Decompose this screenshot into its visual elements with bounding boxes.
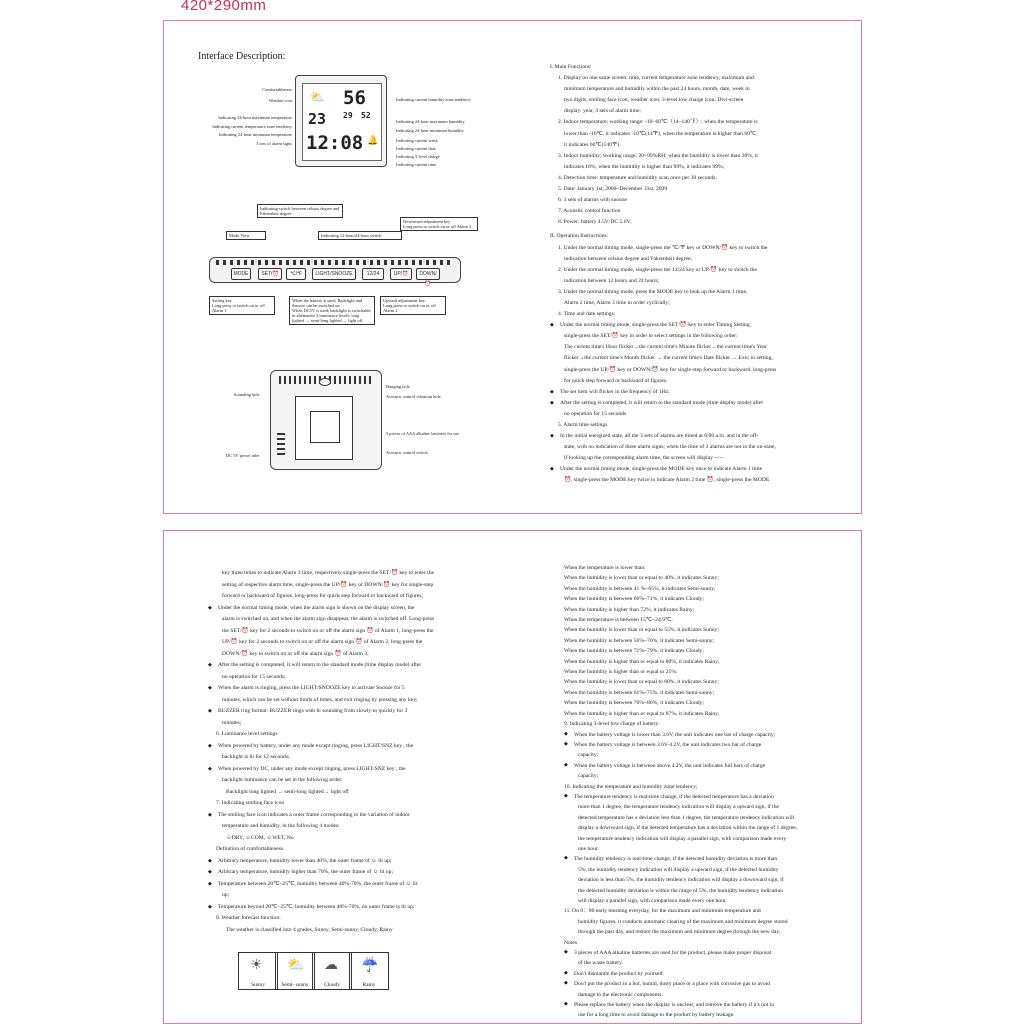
text-line: DOWN/⏰ key to switch on or off the alarm sign ⏰ of Alarm 3;: [222, 650, 369, 657]
text-line: minutes;: [222, 719, 242, 726]
device-back: [270, 370, 382, 470]
text-line: indication between 12 hours and 24 hours;: [564, 277, 660, 284]
text-line: deviation is less than 5%, the humidity tendency indication will display a downward sign, if: [578, 877, 784, 884]
time-reading: 12:08: [306, 132, 364, 154]
text-line: ◆ When powered by DC, under any mode except ringing, press LIGHT/SNZ key , the: [208, 764, 508, 776]
text-line: Notes: [564, 939, 578, 946]
text-line: of the waste battery.: [578, 960, 623, 967]
text-line: it indicates 60℃(140℉).: [564, 141, 621, 148]
text-line: one hour.: [578, 845, 599, 852]
callout-backlight: When the battery is used, Backlight and Snooze can be switched on When DC5V is used, backlight is switchable in alternative 3 luminance levels: long lighted → semi-long lighted → light off: [289, 296, 375, 325]
weather-icons-table: [238, 952, 390, 989]
text-line: 4. Detection time: temperature and humidity scan once per 30 seconds;: [558, 174, 717, 181]
text-line: ◆ Temperature between 20℃~25℃, humidity between 40%-70%, the outer frame of ☺ lit: [208, 879, 508, 891]
text-line: ◆ When powered by battery, under any mode except ringing, press LIGHT/SNZ key , the: [208, 741, 508, 753]
cf-button[interactable]: ℃/℉: [286, 268, 306, 280]
callout-mode-view: Mode View: [226, 231, 266, 240]
minmax-b: 52: [361, 111, 371, 120]
callout-time: Indicating current time: [396, 162, 437, 167]
callout-max-temp: Indicating 24-hour maximum temperature: [218, 115, 292, 120]
text-line: forward or backward of figures, long-press for quick step forward or backward of figures;: [222, 593, 423, 599]
text-line: ◆ When the battery voltage is between 3.6V-4.2V, the unit indicates two bar of charge: [564, 740, 854, 750]
text-line: ◆ Under the normal timing mode, when the alarm sign is shown on the display screen, the: [208, 603, 508, 615]
callout-cf-switch: Indicating switch between celsius degree and Fahrenheit degree: [257, 204, 343, 218]
text-line: ◆ Under the normal timing mode, single-press the SET/⏰ key to enter Timing Setting,: [550, 320, 850, 331]
text-line: The current time's Hour flicker→the current time's Minute flicker→the current time's Year: [564, 344, 767, 351]
text-line: When the humidity is between 56%~70%, it indicates Semi-sunny;: [564, 637, 715, 644]
callout-alarm-signs: 3 sets of alarm signs: [256, 141, 292, 146]
weather-icon: ⛅: [310, 90, 325, 104]
text-line: minimum temperature and humidity within the past 24 hours, month, date, week in: [564, 86, 750, 93]
text-line: up;: [222, 892, 230, 898]
text-line: will display a parallel sign, with comparison made every one hour.: [578, 898, 727, 904]
text-line: the SET/⏰ key for 2 seconds to switch on or off the alarm sign ⏰ of Alarm 1, long-press the: [222, 627, 434, 634]
text-line: capacity;: [578, 773, 599, 780]
text-line: display a downward sign, if the detected temperature has a deviation within the range of 1 degree,: [578, 825, 798, 832]
lcd-device: [295, 75, 387, 167]
callout-temp-tendency: Indicating current temperature zone tendency: [212, 124, 292, 129]
minmax-a: 29: [343, 111, 353, 120]
callout-comfort: Comfortableness: [262, 87, 292, 92]
text-line: When the humidity is between 41 %~65%, it indicates Semi-sunny;: [564, 585, 716, 592]
text-line: ◆ The humidity tendency is real-time change, if the detected humidity deviation is more than: [564, 854, 854, 864]
text-line: When the humidity is between 71%~79%, it indicates Cloudy;: [564, 648, 704, 655]
text-line: for quick step forward or backward of figures.: [564, 377, 668, 384]
text-line: 6. Luminance level settings: [216, 731, 278, 737]
text-line: 6. 3 sets of alarms with snooze: [558, 197, 627, 204]
text-line: The weather is classified into 4 grades, Sunny, Semi-sunny, Cloudy, Rainy: [226, 926, 393, 933]
label-vibration-hole: Acoustic control vibration hole: [386, 394, 441, 399]
side-vent-left: [277, 431, 285, 455]
text-line: When the humidity is between 76%~86%, it indicates Cloudy;: [564, 700, 704, 707]
callout-charge: Indicating 3-level charge: [396, 154, 440, 159]
text-line: 2. Indoor temperature; working range: -10~60℃（14~140℉）; when the temperature is: [558, 119, 758, 126]
text-line: When the humidity is higher than or equal to 87%, it indicates Rainy;: [564, 710, 720, 717]
callout-up-key: Upward adjustment key Long press to switch on or off Alarm 2: [380, 296, 446, 315]
text-line: When the humidity is between 61%~75%, it indicates Semi-sunny;: [564, 689, 715, 696]
text-line: two digits, smiling face icon, weather icon, 3-level low charge icon; Divi-screen: [564, 97, 744, 104]
text-line: minutes, which can be set without limits of times, and exit ringing by pressing any key;: [222, 696, 418, 703]
text-line: display: year, 3 sets of alarm time;: [564, 108, 641, 115]
main-functions-column: [550, 59, 850, 487]
callout-date: Indicating current date: [396, 146, 436, 151]
text-line: ⏰, single-press the MODE key twice to indicate Alarm 2 time ⏰, single-press the MODE: [564, 477, 770, 484]
text-line: flicker→the current time's Month flicker → the current time's Date flicker → Exit; in setting,: [564, 355, 773, 362]
text-line: 7. Indicating smiling face icon: [216, 800, 285, 806]
text-line: Backlight long lighted → semi-long lighted→ light off: [226, 788, 349, 795]
text-line: 1. Display on one same screen: time, current temperature zone tendency, maximum and: [558, 75, 754, 82]
text-line: When the humidity is higher than or equal to 25%:: [564, 669, 678, 676]
size-label: 420*290mm: [181, 0, 267, 14]
interface-title: Interface Description:: [198, 51, 286, 62]
text-line: 1. Under the normal timing mode, single-press the ℃/℉ key or DOWN/⏰ key to switch the: [558, 244, 768, 251]
callout-setting-key: Setting key Long press to switch on or off Alarm 1: [209, 296, 275, 315]
weather-sunny: ☀ Sunny: [238, 952, 278, 990]
text-line: 5%, the humidity tendency indication will display a upward sign, if the detected humidity: [578, 866, 779, 873]
text-line: more than 1 degree, the temperature tendency indication will display a upward sign, if the: [578, 804, 779, 811]
text-line: ◆ 3 pieces of AAA alkaline batteries are used for the product, please make proper disposal: [564, 948, 854, 958]
text-line: humidity figures, it conducts automatic clearing of the maximum and minimum degree stored: [578, 918, 788, 925]
text-line: ◆ After the setting is completed, it will return to the standard mode (time display mode) after: [550, 398, 850, 409]
text-line: When the temperature is lower than:: [564, 565, 646, 571]
text-line: ◆ BUZZER ring format: BUZZER rings with bi sounding from slowly to quickly for 3: [208, 706, 508, 718]
text-line: no operation for 15 seconds;: [222, 673, 286, 680]
set-button[interactable]: SET/⏰: [258, 268, 282, 280]
text-line: single-press the SET/⏰ key in order to select settings in the following order:: [564, 333, 738, 340]
text-line: 3. Indoor humidity; working range: 20~99%RH; when the humidity is lower than 20%, it: [558, 152, 758, 159]
text-line: 11. On 0：00 early morning everyday, for the maximum and minimum temperature and: [564, 908, 761, 915]
temperature-reading: 23: [308, 110, 327, 128]
text-line: through the past day, and restore the maximum and minimum degree through the new day;: [578, 929, 781, 936]
text-line: ◆ When the battery voltage is between above 4.2V, the unit indicates full bars of charge: [564, 761, 854, 771]
text-line: When the humidity is higher than 72%, it indicates Rainy;: [564, 606, 695, 613]
text-line: Definition of comfortableness: [216, 846, 284, 852]
callout-down-key: Downward adjustment key Long press to switch on or off Alarm 3: [400, 217, 478, 231]
text-line: capacity;: [578, 752, 599, 759]
text-line: ◆ Arbitrary temperature, humidity higher than 70%, the outer frame of ☺ lit up;: [208, 867, 508, 879]
weather-rainy: ☔ Rainy: [349, 952, 389, 990]
text-line: detected temperature has a deviation less than 1 degree, the temperature tendency indication will: [578, 814, 795, 821]
text-line: alarm is switched on, and when the alarm sign disappear, the alarm is switched off. Long-press: [222, 616, 435, 622]
operation-column-left: [208, 568, 508, 936]
alarm-bell-icon: 🔔: [367, 136, 379, 146]
text-line: 8. Power: battery 4.5V/DC 5.0V;: [558, 219, 632, 226]
vent-strip: [216, 260, 454, 265]
text-line: ◆ When the battery voltage is lower than 3.6V, the unit indicates one bar of charge capacity;: [564, 730, 854, 740]
text-line: lower than -10℃, it indicates -10℃(14℉), when the temperature is higher than 60℃,: [564, 130, 758, 137]
operation-column-right: [564, 563, 854, 1021]
text-line: 5. Alarm time settings: [558, 422, 608, 428]
label-dc-inlet: DC 5V power inlet: [226, 453, 260, 458]
label-sounding-hole: Sounding hole: [234, 392, 260, 397]
text-line: ◆ When the alarm is ringing, press the LIGHT/SNOOZE key to activate Snooze for 5: [208, 683, 508, 695]
battery-compartment: [295, 396, 353, 460]
label-batteries: 3 pieces of AAA alkaline batteries for use: [386, 431, 460, 436]
text-line: ◆ After the setting is completed, it will return to the standard mode (time display mode) after: [208, 660, 508, 672]
callout-1224-switch: Indicating 12-hour/24-hour switch: [318, 231, 402, 240]
text-line: ◆ The temperature tendency is real-time change, if the detected temperature has a deviation: [564, 792, 854, 802]
section-heading: I. Main Functions:: [550, 64, 592, 70]
text-line: ◆ Please replace the battery when the display is unclear, and remove the battery if it's not in: [564, 1000, 854, 1010]
text-line: damage to the electronic components.: [578, 991, 663, 998]
text-line: single-press the UP/⏰ key or DOWN/⏰ key for single-step forward or backward, long-press: [564, 366, 777, 373]
callout-max-humidity: Indicating 24-hour maximum humidity: [396, 119, 465, 124]
text-line: if looking up the corresponding alarm time, the screen will display --:--.: [564, 455, 725, 462]
text-line: key three times to indicate Alarm 3 time, respectively single-press the SET/⏰ key to enter the: [222, 570, 435, 576]
text-line: 9. Indicating 3-level low charge of battery:: [564, 721, 660, 728]
text-line: 4. Time and date settings:: [558, 311, 616, 318]
weather-cloudy: ☁ Cloudy: [312, 952, 352, 990]
text-line: the detected humidity deviation is within the range of 5%, the humidity tendency indication: [578, 887, 784, 894]
manual-sheet-1: [163, 20, 862, 514]
humidity-reading: 56: [343, 87, 366, 109]
text-line: indication between celsius degree and Fahrenheit degree;: [564, 255, 692, 262]
text-line: ◆ Under the normal timing mode, single-press the MODE key once to indicate Alarm 1 time: [550, 464, 850, 475]
text-line: backlight luminance can be set in the following order:: [222, 777, 343, 783]
text-line: ◆ Don't put the product in a hot, humid, dusty place or a place with corrosive gas to avoid: [564, 979, 854, 989]
text-line: ◆ The set item will flicker in the frequency of 1Hz;: [550, 387, 850, 398]
label-hanging-hole: Hanging hole: [386, 384, 410, 389]
up-button[interactable]: UP/⏰: [390, 268, 412, 280]
text-line: 10. Indicating the temperature and humidity zone tendency;: [564, 783, 698, 790]
text-line: setting of respective alarm time, single-press the UP/⏰ key or DOWN/⏰ key for single-step: [222, 581, 434, 588]
twelve-twentyfour-button[interactable]: 12/24: [362, 268, 384, 280]
text-line: no operation for 15 seconds: [564, 410, 627, 417]
text-line: 5. Date: January 1st, 2000~December 31st, 2099: [558, 186, 668, 193]
callout-min-humidity: Indicating 24-hour minimum humidity: [396, 128, 464, 133]
callout-min-temp: Indicating 24-hour minimum temperature: [218, 132, 292, 137]
hanging-hole: [319, 378, 331, 386]
text-line: ◆ Don't dismantle the product by yourself.: [564, 969, 854, 979]
text-line: When the humidity is lower than or equal to 60%, it indicates Sunny;: [564, 679, 719, 686]
callout-weather: Weather icon: [268, 98, 292, 103]
text-line: 3. Under the normal timing mode, press the MODE key to look up the Alarm 1 time,: [558, 288, 748, 295]
text-line: state, with no indication of three alarm signs; when the time of 3 alarms are not in the on-state,: [564, 444, 776, 451]
text-line: Alarm 2 time, Alarm 3 time in order cyclically;: [564, 299, 670, 306]
text-line: the temperature tendency indication will display a parallel sign, with comparison made every: [578, 835, 787, 842]
text-line: ◆ Temperature beyond 20℃~25℃, humidity between 40%-70%, no outer frame is lit up;: [208, 902, 508, 914]
text-line: When the humidity is lower than or equal to 55%, it indicates Sunny;: [564, 627, 719, 634]
text-line: indicates 16%, when the humidity is higher than 99%, it indicates 99%;: [564, 163, 725, 170]
section-heading: II. Operation Instructions:: [550, 233, 609, 240]
text-line: 2. Under the normal timing mode, single-press the 12/24 key or UP/⏰ key to switch the: [558, 266, 757, 273]
text-line: ◆ In the initial energized state, all the 3 sets of alarms are timed at 6:00 a.m. and in the off-: [550, 431, 850, 442]
text-line: backlight is lit for 12 seconds;: [222, 754, 290, 760]
text-line: temperature and humidity, in the following 4 modes:: [222, 823, 340, 829]
text-line: When the humidity is between 66%~71%, it indicates Cloudy;: [564, 596, 704, 603]
text-line: When the temperature is between 15℃~24.9℃:: [564, 617, 673, 624]
text-line: ◆ The smiling face icon indicates a outer frame corresponding to the variation of indoor: [208, 810, 508, 822]
text-line: use for a long time to avoid damage to the product by battery leakage.: [578, 1012, 735, 1019]
light-snooze-button[interactable]: LIGHT/SNOOZE: [312, 268, 356, 280]
device-top-edge: [209, 257, 461, 287]
label-acoustic-switch: Acoustic control switch: [386, 450, 428, 455]
weather-semi-sunny: ⛅ Semi- sunny: [275, 952, 315, 990]
callout-humidity-tendency: Indicating current humidity zone tendency: [396, 97, 471, 102]
lcd-screen: [302, 83, 382, 161]
manual-sheet-2: [163, 530, 862, 1024]
text-line: ☺DRY, ☺COM, ☺WET, No: [226, 834, 294, 841]
text-line: When the humidity is lower than or equal to 40%, it indicates Sunny;: [564, 575, 719, 582]
text-line: 8. Weather forecast function:: [216, 915, 281, 921]
text-line: UP/⏰ key for 2 seconds to switch on or off the alarm sign ⏰ of Alarm 2, long-press the: [222, 639, 423, 645]
text-line: ◆ Arbitrary temperature, humidity lower than 40%, the outer frame of ☺ lit up;: [208, 856, 508, 868]
text-line: 7. Acoustic control function: [558, 208, 621, 215]
text-line: When the humidity is higher than or equal to 80%, it indicates Rainy;: [564, 658, 720, 665]
callout-week: Indicating current week: [396, 138, 438, 143]
down-button[interactable]: DOWN/⏰: [416, 268, 440, 280]
mode-button[interactable]: MODE: [231, 268, 251, 280]
